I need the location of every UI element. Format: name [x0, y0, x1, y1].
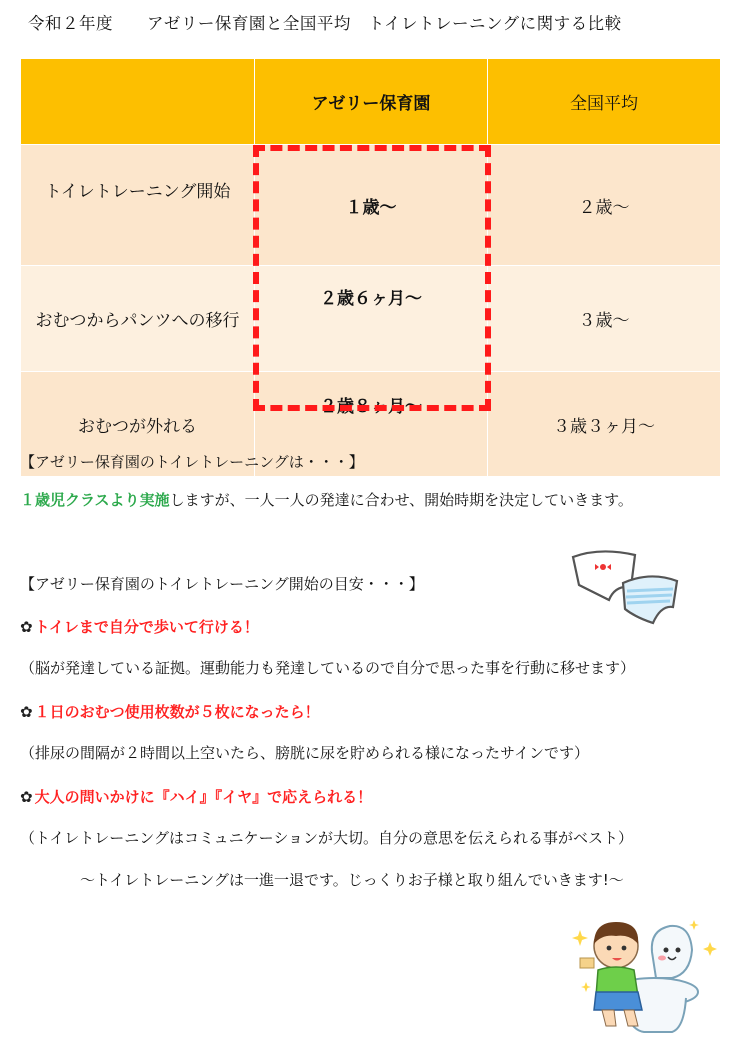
table-row [21, 266, 721, 372]
national-value: ３歳～ [488, 266, 721, 372]
row-label: おむつからパンツへの移行 [21, 266, 255, 372]
table-row [21, 145, 721, 266]
row-label: おむつが外れる [21, 372, 255, 477]
row-label: トイレトレーニング開始 [21, 145, 255, 266]
header-cell-empty [21, 59, 255, 145]
criteria-point-1: ✿ トイレまで自分で歩いて行ける！ [20, 618, 259, 636]
criteria-note-2: （排尿の間隔が２時間以上空いたら、膀胱に尿を貯められる様になったサインです） [20, 744, 589, 762]
table-header-row [21, 59, 721, 145]
section1-rest: しますが、一人一人の発達に合わせ、開始時期を決定していきます。 [169, 491, 633, 509]
underwear-illustration [565, 545, 685, 635]
section1-text [20, 489, 633, 510]
national-value: ３歳３ヶ月～ [488, 372, 721, 477]
section1-highlight: １歳児クラスより実施 [20, 491, 170, 509]
criteria-note-3: （トイレトレーニングはコミュニケーションが大切。自分の意思を伝えられる事がベスト） [20, 829, 634, 847]
flower-icon: ✿ [20, 618, 33, 636]
azalea-value: ２歳８ヶ月～ [255, 372, 488, 477]
page-title: 令和２年度 アゼリー保育園と全国平均 トイレトレーニングに関する比較 [28, 14, 622, 33]
criteria-point-3: ✿ 大人の問いかけに『ハイ』『イヤ』で応えられる！ [20, 788, 373, 806]
comparison-table [20, 58, 721, 477]
section2-heading: 【アゼリー保育園のトイレトレーニング開始の目安・・・】 [20, 575, 424, 593]
flower-icon: ✿ [20, 788, 33, 806]
flower-icon: ✿ [20, 703, 33, 721]
section1-heading: 【アゼリー保育園のトイレトレーニングは・・・】 [20, 453, 364, 471]
azalea-value: １歳～ [255, 145, 488, 266]
child-toilet-illustration [572, 912, 722, 1037]
header-cell-azalea: アゼリー保育園 [255, 59, 488, 145]
criteria-point-2: ✿ １日のおむつ使用枚数が５枚になったら！ [20, 703, 320, 721]
header-cell-national: 全国平均 [488, 59, 721, 145]
closing-message: ～トイレトレーニングは一進一退です。じっくりお子様と取り組んでいきます!～ [80, 871, 624, 889]
national-value: ２歳～ [488, 145, 721, 266]
criteria-note-1: （脳が発達している証拠。運動能力も発達しているので自分で思った事を行動に移せます） [20, 659, 636, 677]
azalea-value: ２歳６ヶ月～ [255, 266, 488, 372]
